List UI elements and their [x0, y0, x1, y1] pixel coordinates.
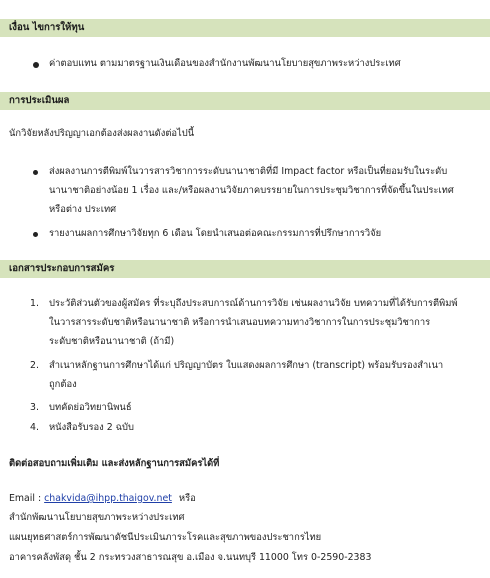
section-heading-funding: เงื่อน ไขการให้ทุน: [0, 19, 490, 37]
email-suffix: หรือ: [178, 493, 196, 504]
email-label: Email :: [9, 493, 42, 504]
document-item-4: หนังสือรับรอง 2 ฉบับ: [49, 422, 134, 433]
evaluation-item-1-line-2: นานาชาติอย่างน้อย 1 เรื่อง และ/หรือผลงานวิจัยภาคบรรยายในการประชุมวิชาการที่จัดขึ้นในประเทศ: [49, 185, 454, 196]
document-item-1-line-2: ในวารสารระดับชาติหรือนานาชาติ หรือการนำเสนอบทความทางวิชาการในการประชุมวิชาการ: [49, 317, 431, 328]
bullet-icon: [33, 232, 38, 237]
document-item-3: บทคัดย่อวิทยานิพนธ์: [49, 402, 132, 413]
document-item-2-line-1: สำเนาหลักฐานการศึกษาได้แก่ ปริญญาบัตร ใบแสดงผลการศึกษา (transcript) พร้อมรับรองสำเนา: [49, 360, 444, 371]
document-item-2-line-2: ถูกต้อง: [49, 379, 77, 390]
document-item-1-line-3: ระดับชาติหรือนานาชาติ (ถ้ามี): [49, 336, 175, 347]
contact-line-3: อาคารคลังพัสดุ ชั้น 2 กระทรวงสาธารณสุข อ.เมือง จ.นนทบุรี 11000 โทร 0-2590-2383: [9, 552, 372, 563]
contact-email-line: [9, 492, 196, 505]
contact-line-1: สำนักพัฒนานโยบายสุขภาพระหว่างประเทศ: [9, 512, 185, 523]
list-number: 1.: [30, 298, 39, 309]
email-link[interactable]: chakvida@ihpp.thaigov.net: [44, 493, 172, 504]
bullet-icon: [33, 62, 39, 68]
evaluation-intro: นักวิจัยหลังปริญญาเอกต้องส่งผลงานดังต่อไปนี้: [9, 128, 195, 139]
evaluation-item-1-line-1: ส่งผลงานการตีพิมพ์ในวารสารวิชาการระดับนานาชาติที่มี Impact factor หรือเป็นที่ยอมรับในระดับ: [49, 166, 448, 177]
section-heading-documents: เอกสารประกอบการสมัคร: [0, 260, 490, 278]
evaluation-item-2: รายงานผลการศึกษาวิจัยทุก 6 เดือน โดยนำเสนอต่อคณะกรรมการที่ปรึกษาการวิจัย: [49, 228, 382, 239]
document-item-1-line-1: ประวัติส่วนตัวของผู้สมัคร ที่ระบุถึงประสบการณ์ด้านการวิจัย เช่นผลงานวิจัย บทความที่ได้รับการตีพิมพ์: [49, 298, 458, 309]
contact-heading: ติดต่อสอบถามเพิ่มเติม และส่งหลักฐานการสมัครได้ที่: [9, 458, 220, 469]
section-heading-evaluation: การประเมินผล: [0, 92, 490, 110]
funding-item: ค่าตอบแทน ตามมาตรฐานเงินเดือนของสำนักงานพัฒนานโยบายสุขภาพระหว่างประเทศ: [49, 58, 401, 69]
list-number: 3.: [30, 402, 39, 413]
evaluation-item-1-line-3: หรือต่าง ประเทศ: [49, 204, 117, 215]
contact-line-2: แผนยุทธศาสตร์การพัฒนาดัชนีประเมินภาระโรคและสุขภาพของประชากรไทย: [9, 532, 322, 543]
list-number: 4.: [30, 422, 39, 433]
bullet-icon: [33, 170, 38, 175]
list-number: 2.: [30, 360, 39, 371]
